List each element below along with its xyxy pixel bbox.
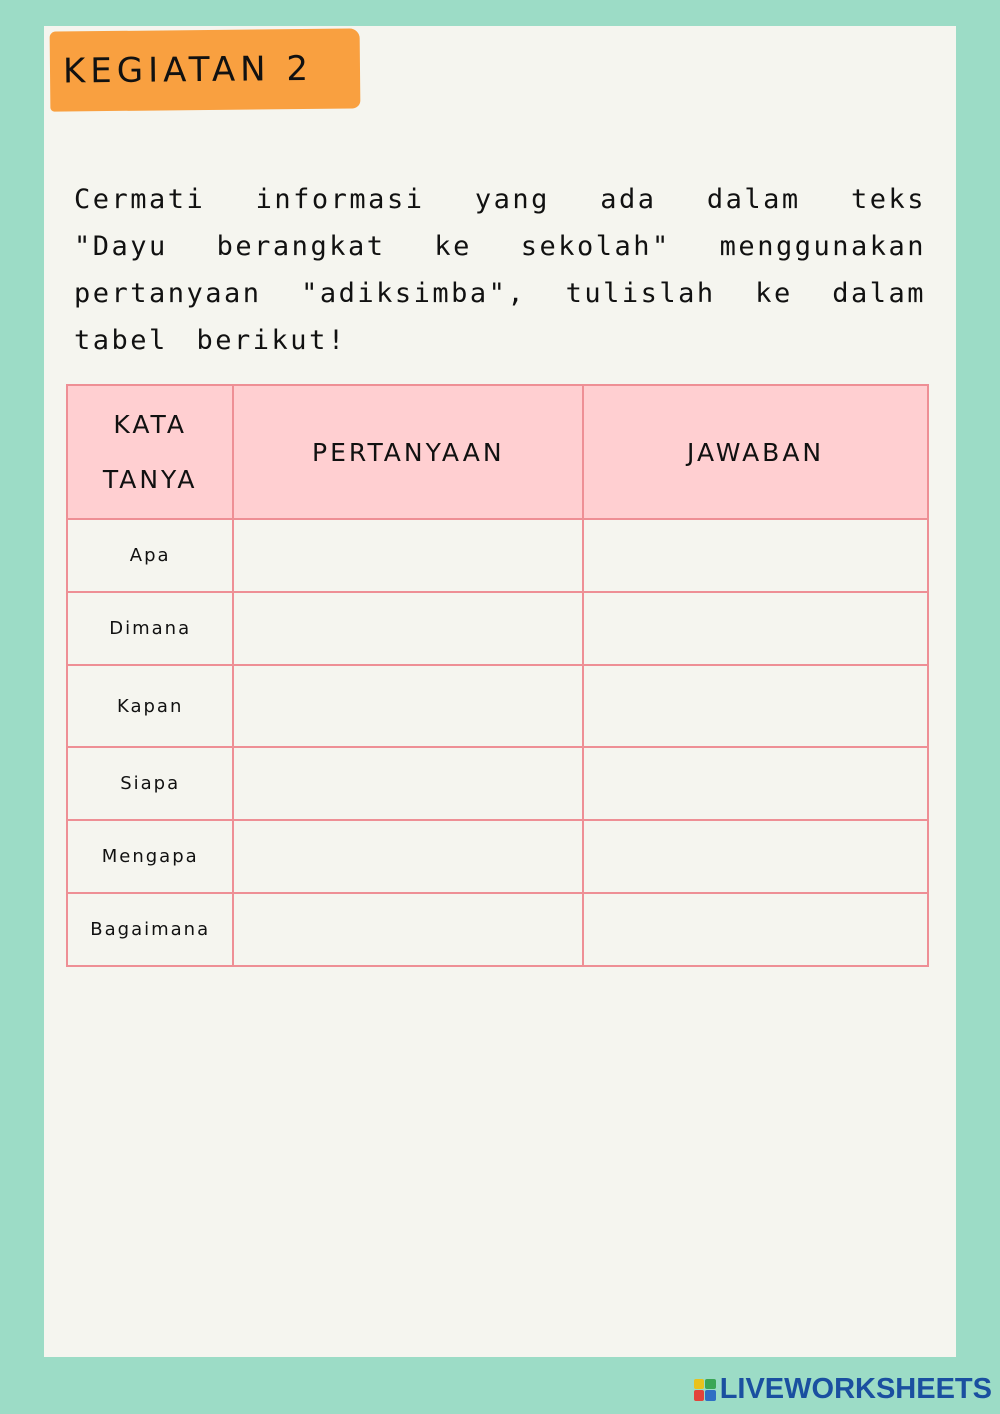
- header-pertanyaan: PERTANYAAN: [233, 385, 583, 519]
- brand-name: LIVEWORKSHEETS: [719, 1373, 992, 1405]
- pertanyaan-answer-field[interactable]: [233, 747, 583, 820]
- table-row: [67, 592, 928, 665]
- kata-tanya-cell: Bagaimana: [67, 893, 233, 966]
- table-row: [67, 665, 928, 747]
- table-row: [67, 893, 928, 966]
- jawaban-answer-field[interactable]: [583, 820, 928, 893]
- table-header-row: [67, 385, 928, 519]
- kata-tanya-cell: Kapan: [67, 665, 233, 747]
- jawaban-answer-field[interactable]: [583, 665, 928, 747]
- pertanyaan-answer-field[interactable]: [233, 820, 583, 893]
- kata-tanya-cell: Siapa: [67, 747, 233, 820]
- table-row: [67, 820, 928, 893]
- kata-tanya-cell: Apa: [67, 519, 233, 592]
- jawaban-answer-field[interactable]: [583, 893, 928, 966]
- jawaban-answer-field[interactable]: [583, 519, 928, 592]
- jawaban-answer-field[interactable]: [583, 747, 928, 820]
- answer-table: [66, 384, 929, 967]
- table-row: [67, 519, 928, 592]
- kata-tanya-cell: Dimana: [67, 592, 233, 665]
- pertanyaan-answer-field[interactable]: [233, 592, 583, 665]
- instruction-text: Cermati informasi yang ada dalam teks "Dayu berangkat ke sekolah" menggunakan pertanyaan "adiksimba", tulislah ke dalam tabel berikut!: [74, 184, 926, 356]
- table-row: [67, 747, 928, 820]
- title-tag: [50, 28, 361, 111]
- liveworksheets-logo-icon: [694, 1379, 716, 1401]
- pertanyaan-answer-field[interactable]: [233, 893, 583, 966]
- header-kata-tanya: KATA TANYA: [67, 385, 233, 519]
- brand-watermark: [694, 1373, 992, 1406]
- page-title: KEGIATAN 2: [62, 48, 314, 92]
- kata-tanya-cell: Mengapa: [67, 820, 233, 893]
- header-jawaban: JAWABAN: [583, 385, 928, 519]
- jawaban-answer-field[interactable]: [583, 592, 928, 665]
- pertanyaan-answer-field[interactable]: [233, 519, 583, 592]
- pertanyaan-answer-field[interactable]: [233, 665, 583, 747]
